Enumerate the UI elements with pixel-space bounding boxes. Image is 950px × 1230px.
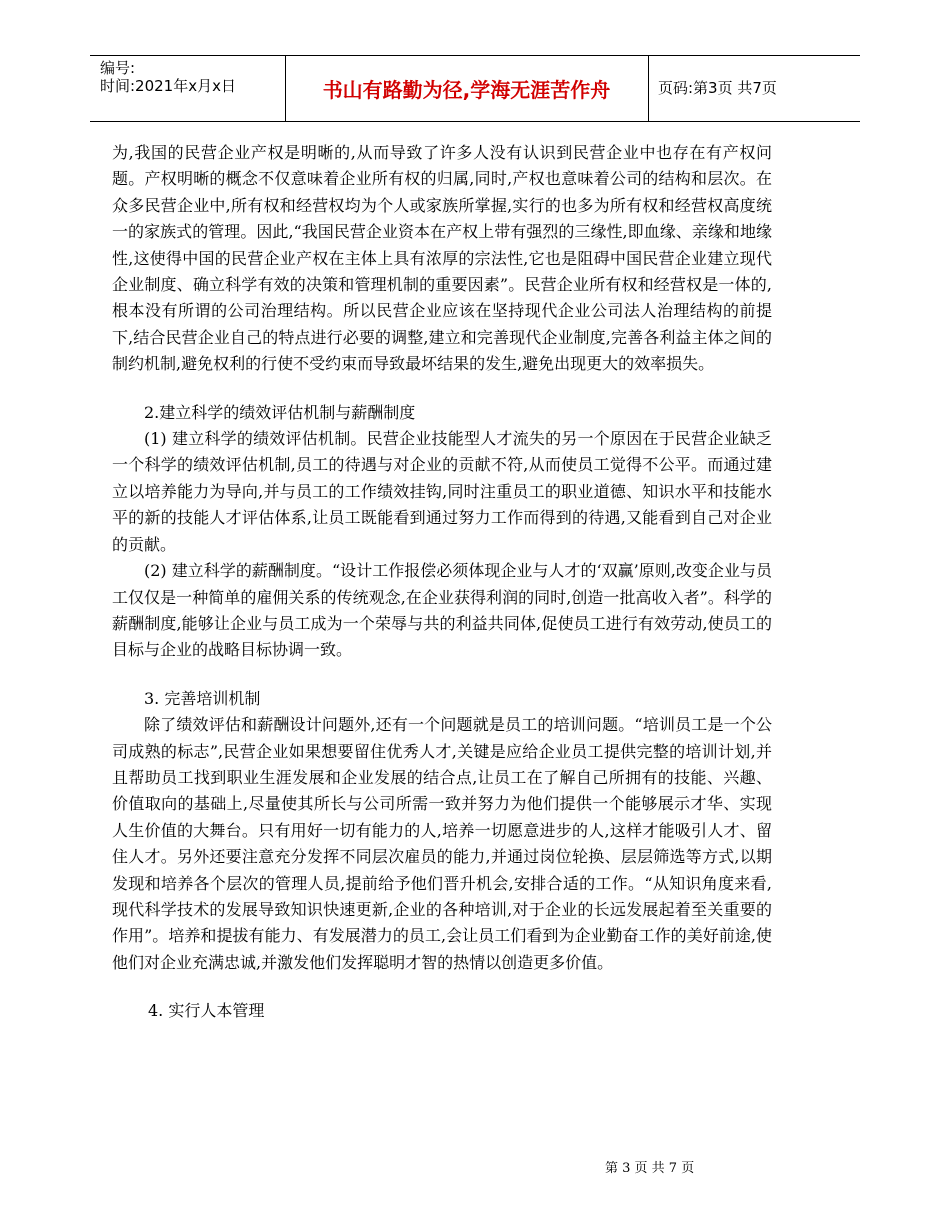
spacer <box>112 976 772 998</box>
footer-page-number: 第 3 页 共 7 页 <box>605 1161 695 1176</box>
paragraph-salary: (2) 建立科学的薪酬制度。“设计工作报偿必须体现企业与人才的‘双赢’原则,改变企业与员工仅仅是一种简单的雇佣关系的传统观念,在企业获得利润的同时,创造一批高收入者”。科学的薪酬制度,能够让企业与员工成为一个荣辱与共的利益共同体,促使员工进行有效劳动,使员工的目标与企业的战略目标协调一致。 <box>112 561 772 660</box>
header-page-label: 页码:第3页 共7页 <box>658 79 777 97</box>
spacer <box>112 664 772 686</box>
header-divider-right <box>648 55 649 121</box>
document-body <box>112 140 772 1025</box>
paragraph-training: 除了绩效评估和薪酬设计问题外,还有一个问题就是员工的培训问题。“培训员工是一个公司成熟的标志”,民营企业如果想要留住优秀人才,关键是应给企业员工提供完整的培训计划,并且帮助员工找到职业生涯发展和企业发展的结合点,让员工在了解自己所拥有的技能、兴趣、价值取向的基础上,尽量使其所长与公司所需一致并努力为他们提供一个能够展示才华、实现人生价值的大舞台。只有用好一切有能力的人,培养一切愿意进步的人,这样才能吸引人才、留住人才。另外还要注意充分发挥不同层次雇员的能力,并通过岗位轮换、层层筛选等方式,以期发现和培养各个层次的管理人员,提前给予他们晋升机会,安排合适的工作。“从知识角度来看,现代科学技术的发展导致知识快速更新,企业的各种培训,对于企业的长远发展起着至关重要的作用”。培养和提拔有能力、有发展潜力的员工,会让员工们看到为企业勤奋工作的美好前途,使他们对企业充满忠诚,并激发他们发挥聪明才智的热情以创造更多价值。 <box>112 715 772 972</box>
paragraph-ownership: 为,我国的民营企业产权是明晰的,从而导致了许多人没有认识到民营企业中也存在有产权问题。产权明晰的概念不仅意味着企业所有权的归属,同时,产权也意味着公司的结构和层次。在众多民营企业中,所有权和经营权均为个人或家族所掌握,实行的也多为所有权和经营权高度统一的家族式的管理。因此,“我国民营企业资本在产权上带有强烈的三缘性,即血缘、亲缘和地缘性,这使得中国的民营企业产权在主体上具有浓厚的宗法性,它也是阻碍中国民营企业建立现代企业制度、确立科学有效的决策和管理机制的重要因素”。民营企业所有权和经营权是一体的,根本没有所谓的公司治理结构。所以民营企业应该在坚持现代企业公司法人治理结构的前提下,结合民营企业自己的特点进行必要的调整,建立和完善现代企业制度,完善各利益主体之间的制约机制,避免权利的行使不受约束而导致最坏结果的发生,避免出现更大的效率损失。 <box>112 143 772 374</box>
header-top-rule <box>90 55 860 56</box>
header-code-label: 编号: <box>100 59 136 77</box>
header-motto: 书山有路勤为径,学海无涯苦作舟 <box>322 78 611 102</box>
header-time-label: 时间:2021年x月x日 <box>100 77 236 95</box>
section-heading-2: 2.建立科学的绩效评估机制与薪酬制度 <box>144 402 416 422</box>
spacer <box>112 378 772 400</box>
paragraph-performance: (1) 建立科学的绩效评估机制。民营企业技能型人才流失的另一个原因在于民营企业缺乏一个科学的绩效评估机制,员工的待遇与对企业的贡献不符,从而使员工觉得不公平。而通过建立以培养能力为导向,并与员工的工作绩效挂钩,同时注重员工的职业道德、知识水平和技能水平的新的技能人才评估体系,让员工既能看到通过努力工作而得到的待遇,又能看到自己对企业的贡献。 <box>112 429 772 554</box>
section-heading-4: 4. 实行人本管理 <box>148 1001 265 1021</box>
section-heading-3: 3. 完善培训机制 <box>144 688 261 708</box>
header-bottom-rule <box>90 121 860 122</box>
